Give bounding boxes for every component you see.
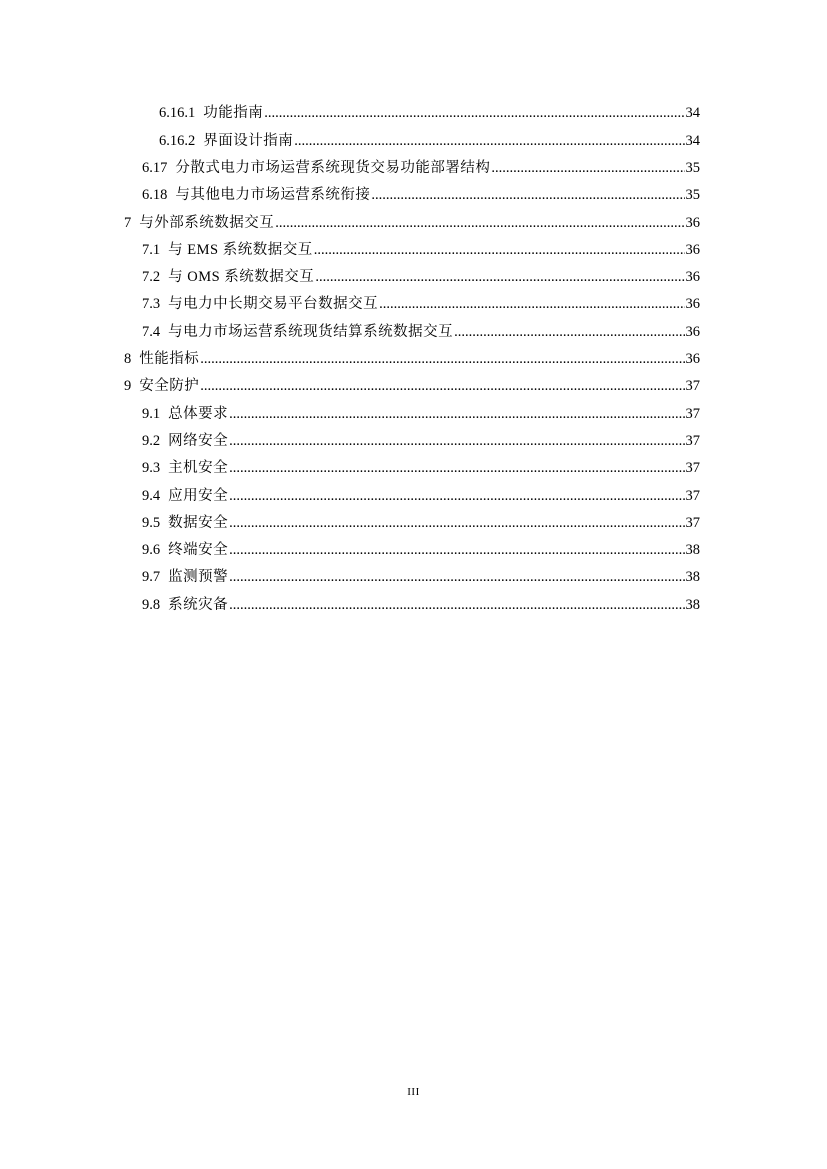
toc-entry-number: 6.16.1	[159, 105, 196, 122]
dot-leader	[200, 379, 684, 394]
toc-entry-page: 37	[685, 432, 700, 449]
toc-entry[interactable]	[0, 591, 827, 618]
dot-leader	[229, 434, 684, 449]
toc-entry-number: 9.3	[142, 460, 161, 477]
table-of-contents	[0, 100, 827, 619]
dot-leader	[229, 489, 684, 504]
toc-entry[interactable]	[0, 455, 827, 482]
toc-entry-page: 36	[685, 296, 700, 313]
dot-leader	[371, 188, 684, 203]
toc-entry-number: 9.2	[142, 432, 161, 449]
dot-leader	[294, 134, 684, 149]
toc-entry-number: 7.3	[142, 296, 161, 313]
page-number: III	[407, 1086, 420, 1098]
toc-entry-number: 6.16.2	[159, 132, 196, 149]
toc-entry-title: 功能指南	[203, 105, 264, 122]
dot-leader	[491, 161, 684, 176]
toc-entry-number: 8	[124, 351, 132, 368]
toc-entry[interactable]	[0, 236, 827, 263]
dot-leader	[229, 543, 684, 558]
toc-entry-page: 36	[685, 241, 700, 258]
toc-entry[interactable]	[0, 346, 827, 373]
toc-entry-title: 与电力市场运营系统现货结算系统数据交互	[168, 323, 454, 340]
toc-entry-number: 9.7	[142, 569, 161, 586]
toc-entry-number: 9	[124, 378, 132, 395]
dot-leader	[200, 352, 684, 367]
toc-entry-page: 37	[685, 460, 700, 477]
toc-entry-title: 与其他电力市场运营系统衔接	[175, 187, 371, 204]
toc-entry-number: 9.8	[142, 596, 161, 613]
toc-entry-number: 6.18	[142, 187, 168, 204]
dot-leader	[379, 297, 684, 312]
toc-entry[interactable]	[0, 264, 827, 291]
toc-entry-title: 性能指标	[139, 351, 200, 368]
toc-entry-number: 7.4	[142, 323, 161, 340]
dot-leader	[229, 516, 684, 531]
dot-leader	[454, 325, 684, 340]
toc-entry[interactable]	[0, 127, 827, 154]
toc-entry-number: 7.2	[142, 269, 161, 286]
dot-leader	[314, 243, 685, 258]
toc-entry-number: 9.6	[142, 542, 161, 559]
toc-entry-number: 9.5	[142, 514, 161, 531]
toc-entry-page: 37	[685, 487, 700, 504]
toc-entry-title: 与 OMS 系统数据交互	[168, 269, 315, 286]
toc-entry-page: 36	[685, 351, 700, 368]
toc-entry-title: 与外部系统数据交互	[139, 214, 275, 231]
toc-entry-page: 37	[685, 378, 700, 395]
toc-entry[interactable]	[0, 509, 827, 536]
toc-entry-number: 7	[124, 214, 132, 231]
toc-entry[interactable]	[0, 537, 827, 564]
toc-entry-title: 数据安全	[168, 514, 229, 531]
toc-entry-number: 9.1	[142, 405, 161, 422]
toc-entry[interactable]	[0, 100, 827, 127]
dot-leader	[229, 407, 684, 422]
dot-leader	[315, 270, 684, 285]
toc-entry-page: 38	[685, 596, 700, 613]
toc-entry[interactable]	[0, 564, 827, 591]
toc-entry-title: 监测预警	[168, 569, 229, 586]
toc-entry-title: 系统灾备	[168, 596, 229, 613]
toc-entry-page: 36	[685, 214, 700, 231]
toc-entry-title: 分散式电力市场运营系统现货交易功能部署结构	[175, 159, 491, 176]
toc-entry-page: 37	[685, 514, 700, 531]
toc-entry[interactable]	[0, 209, 827, 236]
toc-entry-page: 38	[685, 569, 700, 586]
toc-entry-title: 应用安全	[168, 487, 229, 504]
toc-entry-title: 与 EMS 系统数据交互	[168, 241, 313, 258]
toc-entry-number: 6.17	[142, 159, 168, 176]
dot-leader	[229, 598, 684, 613]
toc-entry-title: 安全防护	[139, 378, 200, 395]
toc-entry-title: 与电力中长期交易平台数据交互	[168, 296, 379, 313]
toc-entry-page: 37	[685, 405, 700, 422]
toc-entry-page: 35	[685, 159, 700, 176]
toc-entry-number: 7.1	[142, 241, 161, 258]
toc-entry[interactable]	[0, 155, 827, 182]
toc-entry[interactable]	[0, 318, 827, 345]
toc-entry[interactable]	[0, 291, 827, 318]
toc-entry[interactable]	[0, 400, 827, 427]
toc-entry-title: 终端安全	[168, 542, 229, 559]
dot-leader	[229, 570, 684, 585]
toc-entry-page: 34	[685, 105, 700, 122]
toc-entry-title: 界面设计指南	[203, 132, 294, 149]
toc-entry-page: 34	[685, 132, 700, 149]
toc-entry-page: 35	[685, 187, 700, 204]
toc-entry[interactable]	[0, 482, 827, 509]
toc-entry-number: 9.4	[142, 487, 161, 504]
toc-entry-page: 38	[685, 542, 700, 559]
toc-entry[interactable]	[0, 428, 827, 455]
dot-leader	[264, 106, 684, 121]
toc-entry-title: 总体要求	[168, 405, 229, 422]
toc-entry[interactable]	[0, 373, 827, 400]
dot-leader	[275, 216, 684, 231]
dot-leader	[229, 461, 684, 476]
toc-entry-page: 36	[685, 323, 700, 340]
toc-entry-title: 主机安全	[168, 460, 229, 477]
toc-entry-title: 网络安全	[168, 432, 229, 449]
toc-entry-page: 36	[685, 269, 700, 286]
toc-entry[interactable]	[0, 182, 827, 209]
